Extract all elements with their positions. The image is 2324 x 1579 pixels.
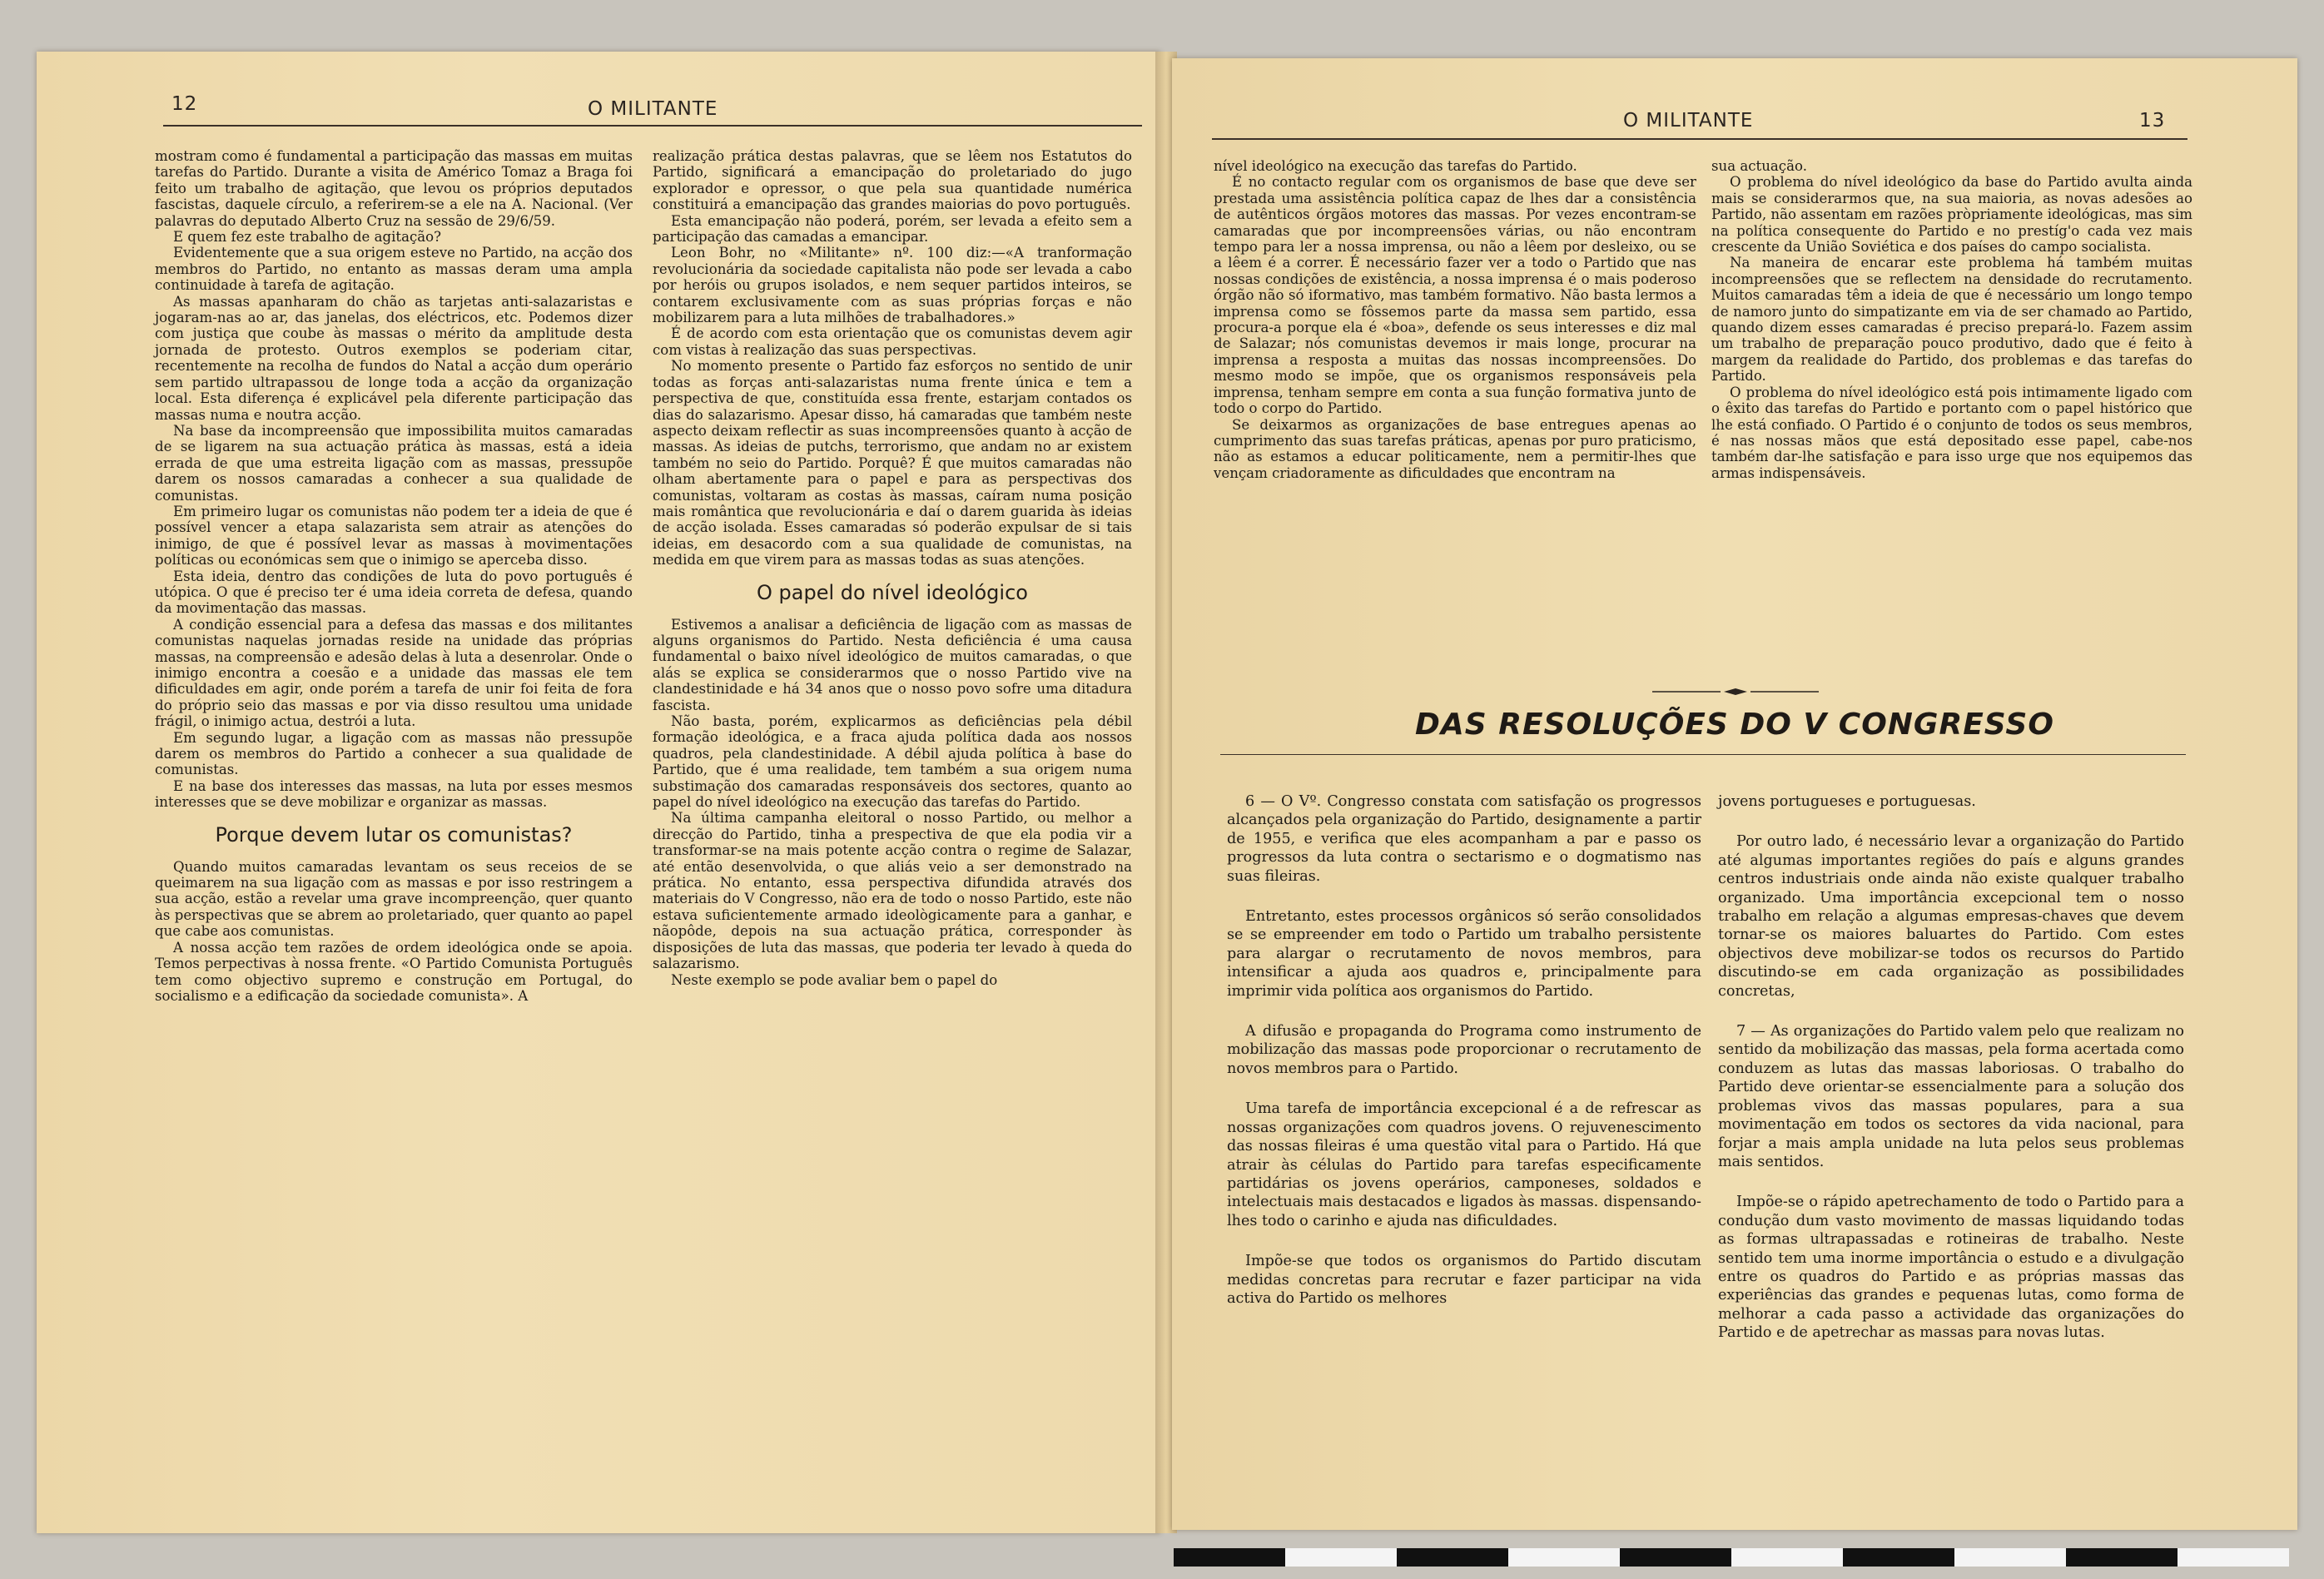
paragraph: Leon Bohr, no «Militante» nº. 100 diz:—«A tranformação revolucionária da sociedade capitalista não pode ser levada a cabo por heróis ou grupos isolados, e nem sequer partidos inteiros, se contarem exclusivamente com as suas próprias forças e não mobilizarem para a luta milhões de trabalhadores.»: [653, 245, 1132, 326]
paragraph: É de acordo com esta orientação que os comunistas devem agir com vistas à realização das suas perspectivas.: [653, 325, 1132, 358]
paragraph: Esta emancipação não poderá, porém, ser levada a efeito sem a participação das camadas a emancipar.: [653, 212, 1132, 246]
paragraph: É no contacto regular com os organismos de base que deve ser prestada uma assistência política capaz de lhes dar a consistência de autênticos órgãos motores das massas. Por vezes encontram-se camaradas que por incompreensões várias, ou não encontram tempo para ler a nossa imprensa, ou não a lêem por desleixo, ou se a lêem é a correr. É necessário fazer ver a todo o Partido que nas nossas condições de existência, a nossa imprensa é o mais poderoso órgão não só iformativo, mas também formativo. Não basta lermos a imprensa como se fôssemos parte da massa sem partido, essa procura-a porque ela é «boa», defende os seus interesses e diz mal de Salazar; nós comunistas devemos ir mais longe, procurar na imprensa a resposta a muitas das nossas incompreensões. Do mesmo modo se impõe, que os organismos responsáveis pela imprensa, tenham sempre em conta a sua função formativa junto de todo o corpo do Partido.: [1214, 174, 1696, 417]
paragraph: No momento presente o Partido faz esforços no sentido de unir todas as forças anti-salazaristas numa frente única e tem a perspectiva de que, constituída essa frente, estarjam contados os dias do salazarismo. Apesar disso, há camaradas que também neste aspecto deixam reflectir as suas incompreensões quanto à acção de massas. As ideias de putchs, terrorismo, que andam no ar existem também no seio do Partido. Porquê? É que muitos camaradas não olham abertamente para o papel e para as perspectivas dos comunistas, voltaram as costas às massas, caíram numa posição mais romântica que revolucionária e daí o darem guarida às ideias de acção isolada. Esses camaradas só poderão expulsar de si tais ideias, em desacordo com a sua qualidade de comunistas, na medida em que virem para as massas todas as suas atenções.: [653, 358, 1132, 569]
paragraph: Estivemos a analisar a deficiência de ligação com as massas de alguns organismos do Partido. Nesta deficiência é uma causa fundamental o baixo nível ideológico de muitos camaradas, o que alás se explica se considerarmos que o nosso Partido vive na clandestinidade e há 34 anos que o nosso povo sofre uma ditadura fascista.: [653, 616, 1132, 713]
section-title: DAS RESOLUÇÕES DO V CONGRESSO: [1415, 708, 2054, 742]
paragraph: jovens portugueses e portuguesas.: [1718, 793, 1976, 810]
paragraph: E na base dos interesses das massas, na luta por esses mesmos interesses que se deve mobilizar e organizar as massas.: [155, 777, 633, 811]
left-header-title: O MILITANTE: [588, 98, 718, 120]
paragraph: mostram como é fundamental a participação das massas em muitas tarefas do Partido. Durante a visita de Américo Tomaz a Braga foi feito um trabalho de agitação, que levou os próprios deputados fascistas, daquele círculo, a referirem-se a ele na A. Nacional. (Ver palavras do deputado Alberto Cruz na sessão de 29/6/59.: [155, 148, 633, 229]
paragraph: E quem fez este trabalho de agitação?: [173, 229, 442, 246]
ornament-divider: [1652, 688, 1819, 696]
paragraph: Impõe-se o rápido apetrechamento de todo o Partido para a condução dum vasto movimento de massas liquidando todas as formas ultrapassadas e rotineiras de trabalho. Neste sentido tem uma inorme importância o estudo e a divulgação entre os quadros do Partido e as próprias massas das experiências das grandes e pequenas lutas, como forma de melhorar a cada passo a actividade das organizações do Partido e de apetrechar as massas para novas lutas.: [1718, 1194, 2184, 1342]
left-header-rule: [163, 125, 1142, 127]
left-page-number: 12: [171, 93, 198, 115]
paragraph: A condição essencial para a defesa das massas e dos militantes comunistas naquelas jornadas reside na unidade das próprias massas, na compreensão e adesão delas à luta a desenrolar. Onde o inimigo encontra a coesão e a unidade das massas ele tem dificuldades em agir, onde porém a tarefa de unir foi feita de fora do próprio seio das massas e por via disso resultou uma unidade frágil, o inimigo actua, destrói a luta.: [155, 616, 633, 730]
paragraph: Se deixarmos as organizações de base entregues apenas ao cumprimento das suas tarefas práticas, apenas por puro praticismo, não as estamos a educar politicamente, nem a permitir-lhes que vençam criadoramente as dificuldades que encontram na: [1214, 416, 1696, 481]
left-column-2: [653, 148, 1132, 988]
subheading: Porque devem lutar os comunistas?: [215, 822, 573, 847]
right-page-number: 13: [2139, 110, 2166, 132]
paragraph: A nossa acção tem razões de ordem ideológica onde se apoia. Temos perpectivas à nossa frente. «O Partido Comunista Português tem como objectivo supremo e construção em Portugal, do socialismo e a edificação da sociedade comunista». A: [155, 939, 633, 1004]
paragraph: Quando muitos camaradas levantam os seus receios de se queimarem na sua ligação com as massas e por isso restringem a sua acção, estão a revelar uma grave incompreenção, quer quanto às perspectivas que se abrem ao proletariado, quer quanto ao papel que cabe aos comunistas.: [155, 858, 633, 940]
right-column-3: [1227, 792, 1701, 1308]
right-header-rule: [1212, 138, 2187, 140]
paragraph: Não basta, porém, explicarmos as deficiências pela débil formação ideológica, e a fraca ajuda política dada aos nossos quadros, pela clandestinidade. A débil ajuda política à base do Partido, que é uma realidade, tem também a sua origem numa substimação dos camaradas responsáveis dos sectores, quanto ao papel do nível ideológico na execução das tarefas do Partido.: [653, 713, 1132, 811]
paragraph: 6 — O Vº. Congresso constata com satisfação os progressos alcançados pela organização do Partido, designamente a partir de 1955, e verifica que eles acompanham a par e passo os progressos da luta contra o sectarismo e o dogmatismo nas suas fileiras.: [1227, 793, 1701, 885]
paragraph: sua actuação.: [1711, 158, 1807, 174]
paragraph: 7 — As organizações do Partido valem pelo que realizam no sentido da mobilização das massas, pela forma acertada como conduzem as lutas das massas laboriosas. O trabalho do Partido deve orientar-se essencialmente para a solução dos problemas vivos das massas populares, para a sua movimentação em todos os sectores da vida nacional, para forjar a mais ampla unidade na luta pelos seus problemas mais sentidos.: [1718, 1023, 2184, 1170]
right-header-title: O MILITANTE: [1623, 110, 1754, 132]
paragraph: Entretanto, estes processos orgânicos só serão consolidados se se empreender em todo o Partido um trabalho persistente para alargar o recrutamento de novos membros, para intensificar a ajuda aos quadros e, principalmente para imprimir vida política aos organismos do Partido.: [1227, 908, 1701, 1000]
paragraph: O problema do nível ideológico está pois intimamente ligado com o êxito das tarefas do Partido e portanto com o papel histórico que lhe está confiado. O Partido é o conjunto de todos os seus membros, é nas nossas mãos que está depositado esse papel, cabe-nos também dar-lhe satisfação e para isso urge que nos equipemos das armas indispensáveis.: [1711, 384, 2192, 481]
paragraph: Em segundo lugar, a ligação com as massas não pressupõe darem os membros do Partido a conhecer a sua qualidade de comunistas.: [155, 729, 633, 778]
paragraph: Evidentemente que a sua origem esteve no Partido, na acção dos membros do Partido, no entanto as massas deram uma ampla continuidade à tarefa de agitação.: [155, 245, 633, 294]
left-column-1: [155, 148, 633, 1004]
paragraph: Por outro lado, é necessário levar a organização do Partido até algumas importantes regiões do país e alguns grandes centros industriais onde ainda não existe qualquer trabalho organizado. Uma importância excepcional tem o nosso trabalho em relação a algumas empresas-chaves que devem tornar-se os maiores baluartes do Partido. Com estes objectivos deve mobilizar-se todos os recursos do Partido discutindo-se em cada organização as possibilidades concretas,: [1718, 833, 2184, 1000]
right-column-1: [1214, 158, 1696, 481]
scan-scale-ruler: [1174, 1548, 2289, 1567]
paragraph: Esta ideia, dentro das condições de luta do povo português é utópica. O que é preciso ter é uma ideia correta de defesa, quando da movimentação das massas.: [155, 568, 633, 617]
paragraph: O problema do nível ideológico da base do Partido avulta ainda mais se considerarmos que, na sua maioria, as novas adesões ao Partido, não assentam em razões pròpriamente ideológicas, mas sim na política consequente do Partido e no prestíg'o cada vez mais crescente da União Soviética e dos países do campo socialista.: [1711, 174, 2192, 256]
paragraph: A difusão e propaganda do Programa como instrumento de mobilização das massas pode proporcionar o recrutamento de novos membros para o Partido.: [1227, 1023, 1701, 1077]
paragraph: nível ideológico na execução das tarefas do Partido.: [1214, 158, 1577, 174]
section-title-rule: [1220, 754, 2186, 755]
paragraph: realização prática destas palavras, que se lêem nos Estatutos do Partido, significará a emancipação do proletariado do jugo explorador e opressor, o que pela sua quantidade numérica constituirá a emancipação das grandes maiorias do povo português.: [653, 148, 1132, 213]
paragraph: Uma tarefa de importância excepcional é a de refrescar as nossas organizações com quadros jovens. O rejuvenescimento das nossas fileiras é uma questão vital para o Partido. Há que atrair às células do Partido para tarefas especificamente partidárias os jovens operários, camponeses, soldados e intelectuais mais destacados e ligados às massas. dispensando-lhes todo o carinho e ajuda nas dificuldades.: [1227, 1100, 1701, 1229]
paragraph: Em primeiro lugar os comunistas não podem ter a ideia de que é possível vencer a etapa salazarista sem atrair as atenções do inimigo, de que é possível levar as massas à movimentações políticas ou económicas sem que o inimigo se aperceba disso.: [155, 503, 633, 569]
paragraph: As massas apanharam do chão as tarjetas anti-salazaristas e jogaram-nas ao ar, das janelas, dos eléctricos, etc. Podemos dizer com justiça que coube às massas o mérito da amplitude desta jornada de protesto. Outros exemplos se poderiam citar, recentemente na recolha de fundos do Natal a acção dum operário sem partido ultrapassou de longe toda a acção da organização local. Esta diferença é explicável pela diferente participação das massas numa e noutra acção.: [155, 293, 633, 423]
paragraph: Na base da incompreensão que impossibilita muitos camaradas de se ligarem na sua actuação prática às massas, está a ideia errada de que uma estreita ligação com as massas, pressupõe darem os nossos camaradas a conhecer a sua qualidade de comunistas.: [155, 422, 633, 504]
right-column-4: [1718, 792, 2184, 1343]
right-column-2: [1711, 158, 2192, 481]
paragraph: Na maneira de encarar este problema há também muitas incompreensões que se reflectem na densidade do recrutamento. Muitos camaradas têm a ideia de que é necessário um longo tempo de namoro junto do simpatizante em via de ser chamado ao Partido, quando dizem esses camaradas é preciso prepará-lo. Fazem assim um trabalho de preparação pouco produtivo, dado que é feito à margem da realidade do Partido, dos problemas e das tarefas do Partido.: [1711, 255, 2192, 385]
paragraph: Na última campanha eleitoral o nosso Partido, ou melhor a direcção do Partido, tinha a prespectiva de que ela podia vir a transformar-se na mais potente acção contra o regime de Salazar, até então desenvolvida, o que aliás veio a ser demonstrado na prática. No entanto, essa perspectiva difundida através dos materiais do V Congresso, não era de todo o nosso Partido, este não estava suficientemente armado ideològicamente para a ganhar, e nãopôde, depois na sua actuação prática, corresponder às disposições de luta das massas, que poderia ter levado à queda do salazarismo.: [653, 810, 1132, 972]
subheading: O papel do nível ideológico: [757, 580, 1028, 604]
paragraph: Neste exemplo se pode avaliar bem o papel do: [671, 971, 998, 988]
paragraph: Impõe-se que todos os organismos do Partido discutam medidas concretas para recrutar e fazer participar na vida activa do Partido os melhores: [1227, 1253, 1701, 1307]
